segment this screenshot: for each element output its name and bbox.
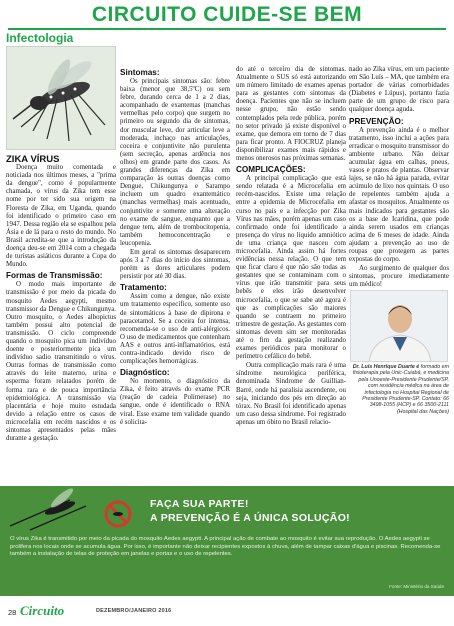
doctor-bio: formado em fisioterapia pela Unic-Cuiabá, e medicina pela Unoeste-Presidente Prudente/SP, com residência médica na área de infectologia no Hospital Regional de Presidente Prudente-SP. Contato: 66 3498-1055 (HCP) e 66 3500-2111 (Hospital das Nações) [352,364,449,415]
paragraph-duration: Em geral os sintomas desaparecem após 3 a 7 dias do início dos sintomas, porém as dores articulares podem persistir por até 30 dias. [120,248,230,281]
page-footer [0,600,454,626]
subheading-prevention: PREVENÇÃO: [349,116,404,126]
doctor-portrait-icon [351,291,448,362]
article-column-2 [120,66,230,428]
banner-headline-2: A PREVENÇÃO É A ÚNICA SOLUÇÃO! [150,512,350,524]
article-column-1 [6,152,116,444]
doctor-caption [349,364,449,415]
subheading-transmission: Formas de Transmissão: [6,271,103,281]
banner-body-text: O vírus Zika é transmitido por meio da picada do mosquito Aedes aegypti. A principal ação de combate ao mosquito é evitar sua reprodução. O Aedes aegypti se prolifera nos locais onde se acumula água. Por isso, é importante não deixar recipientes expostos à chuva, além de tampar caixas d'água e piscinas. Recomenda-se também a instalação de telas de proteção em janelas e portas e o uso de repelentes. [10,536,441,558]
issue-date: DEZEMBRO/JANEIRO 2016 [96,608,172,614]
subheading-diagnosis: Diagnóstico: [120,368,170,378]
header-divider [8,28,446,30]
paragraph-complications: A principal complicação que está sendo relatada é a Microcefalia em recém-nascidos. Existe uma relação entre a epidemia de Microcefalia em curso no país e a infecção por Zika Vírus nas mães, porém apenas um caso confirmado onde foi identificado a presença do vírus no líquido amniótico de uma criança que nasceu com microcefalia. Ainda assim há fortes evidências nessa relação. O que tem que ficar claro é que não são todas as gestantes que se contaminam com o vírus que irão transmitir para seus bebês e eles irão desenvolver microcefalia, o que se sabe até agora é que as complicações são maiores quando se contraem no primeiro trimestre de gestação. As gestantes com sintomas devem sim ser monitoradas até o fim da gestação realizando exames periódicos para monitorar o perímetro cefálico do bebê. [236,175,346,361]
paragraph-guillain-barre: Outra complicação mais rara é uma síndrome neurológica periférica, denominada Síndrome de Guillian-Barré, onde há paralisia ascendente, ou seja, iniciando dos pés em direção ao tórax. No Brasil foi identificado apenas um caso dessa síndrome. Foi registrado apenas um óbito no Brasil relacio- [236,362,346,426]
paragraph-complications-cont: nado ao Zika vírus, em um paciente em São Luís – MA, que também era portador de várias comorbidades (Diabetes e Lúpus), portanto fazia parte de um grupo de risco para qualquer doença aguda. [349,66,449,114]
doctor-name: Dr. Luis Henrique Duarte é [352,364,420,370]
article-intro: Doença muito comentada e noticiada nos últimos meses, a "prima da dengue", como é popularmente chamada, o vírus da Zika tem esse nome por ter sido sua origem na Floresta de Zika, em Uganda, quando foi identificado o primeiro caso em 1947. Dessa região ela se espalhou pela Ásia e de lá para o resto do mundo. No Brasil acredita-se que a introdução da doença deu-se em 2014 com a chegada de turistas asiáticos durante a Copa do Mundo. [6,164,116,269]
mosquito-illustration [6,46,116,150]
page-header [0,0,454,30]
mosquito-icon [7,47,116,150]
section-label: Infectologia [6,31,74,45]
subheading-complications: COMPLICAÇÕES: [236,165,306,175]
page-number: 28 [8,608,17,617]
doctor-photo [350,290,448,362]
article-column-4 [349,66,449,290]
prevention-banner [0,486,454,596]
paragraph-transmission: O modo mais importante de transmissão é por meio da picada do mosquito Aedes aegypti, mesmo transmissor da Dengue e Chikungunya. Outro mosquito, o Aedes albopictus também possui alto potencial de transmissão. O ciclo compreende quando o mosquito pica um indivíduo doente e posteriormente pica um indivíduo sadio transmitindo o vírus. Outras formas de transmissão como através do leite materno, urina e esperma foram relatados porém de forma rara e de pouca importância epidemiológica. A transmissão via placentária e hoje muito estudada devido a relação entre os casos de microcefalia em recém nascidos e os sintomas apresentados pelas mães durante a gestação. [6,281,116,443]
subheading-symptoms: Sintomas: [120,68,160,77]
paragraph-diagnosis: No momento, o diagnóstico da Zika, é feito através do exame PCR (reação de cadeia Polimerase) no sangue, onde é identificado o RNA viral. Esse exame tem validade quando é solicita- [120,378,230,426]
paragraph-symptoms: Os principais sintomas são: febre baixa (menor que 38,5ºC) ou sem febre, durando cerca de 1 a 2 dias, acompanhado de exantemas (manchas vermelhas pelo corpo) que surgem no primeiro ou segundo dia de sintomas, dor muscular leve, dor articular leve a moderada, inchaço nas articulações, coceira e conjuntivite não purulenta (sem secreção, apenas ardência nos olhos) em grande parte dos casos. As grandes diferenças da Zika em comparação às outras doenças como Dengue, Chikungunya e Sarampo incluem um quadro exantemático (manchas vermelhas) mais acentuado, conjuntivite e somente uma alteração no exame de sangue, enquanto que a dengue tem, além de trombocitopenia, também hemoconcentração e leucopenia. [120,78,230,247]
paragraph-prevention: A prevenção ainda é o melhor tratamento, isso inclui a ações para erradicar o mosquito transmissor do ambiente urbano. Não deixar acumular água em calhas, pneus, vasos e pratos de plantas. Observar lajes, se não há água parada, evitar acúmulo de lixo nos quintais. O uso de repelentes também ajuda a afastar os mosquitos. Atualmente os mais indicados para gestantes são os a base de Icaridina, que pode ainda serem usados em crianças acima de 6 meses de idade. Ainda ajudam a prevenção ao uso de roupas que protegem as partes expostas do corpo. [349,126,449,264]
subheading-treatment: Tratamento: [120,283,167,293]
magazine-section-title: CIRCUITO CUIDE-SE BEM [91,3,363,26]
article-heading: ZIKA VÍRUS [6,154,60,165]
article-column-3 [236,66,346,428]
banner-source: Fonte: Ministério da Saúde [389,584,444,589]
banner-headline-1: FAÇA SUA PARTE! [150,498,249,510]
paragraph-call-to-action: Ao surgimento de qualquer dos sintomas, procure imediatamente um médico! [349,265,449,289]
paragraph-treatment: Assim como a dengue, não existe um tratamento específico, somente uso de sintomáticos à base de dipirona e paracetamol. Se a coceira for intensa, recomenda-se o uso de anti-alérgicos. O uso de medicamentos que contenham AAS e outros anti-inflamatórios, está contra-indicado devido risco de complicações hemorrágicas. [120,293,230,366]
paragraph-diagnosis-cont: do até o terceiro dia de sintomas. Atualmente o SUS só está autorizando um número limitado de exames apenas para as gestantes com sintomas da doença. Pacientes que não se incluem nesse grupo, não estão sendo contemplados pela rede pública, porém no setor privado já existe disponível o exame, que demora em torno de 7 dias para ficar pronto. A FIOCRUZ planeja disponibilizar exames mais rápidos e menos onerosos nas próximas semanas. [236,66,346,163]
magazine-logo: Circuito [20,603,65,618]
